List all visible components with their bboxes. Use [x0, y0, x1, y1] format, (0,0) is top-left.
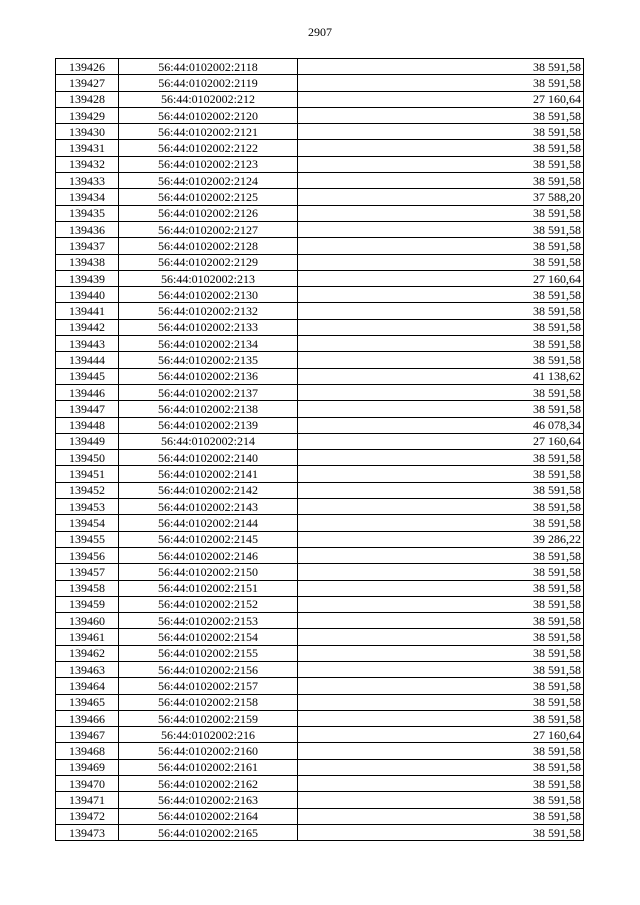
table-row	[56, 401, 584, 417]
row-number-cell: 139471	[56, 792, 119, 808]
table-row	[56, 59, 584, 75]
table-row	[56, 466, 584, 482]
row-number-cell: 139456	[56, 547, 119, 563]
table-row	[56, 824, 584, 840]
cadastral-number-cell: 56:44:0102002:2143	[119, 499, 298, 515]
value-cell: 37 588,20	[298, 189, 584, 205]
cadastral-number-cell: 56:44:0102002:2154	[119, 629, 298, 645]
value-cell: 38 591,58	[298, 124, 584, 140]
table-row	[56, 661, 584, 677]
cadastral-number-cell: 56:44:0102002:2159	[119, 710, 298, 726]
table-row	[56, 336, 584, 352]
value-cell: 38 591,58	[298, 59, 584, 75]
row-number-cell: 139466	[56, 710, 119, 726]
value-cell: 38 591,58	[298, 336, 584, 352]
row-number-cell: 139465	[56, 694, 119, 710]
cadastral-number-cell: 56:44:0102002:2139	[119, 417, 298, 433]
value-cell: 38 591,58	[298, 319, 584, 335]
value-cell: 38 591,58	[298, 743, 584, 759]
value-cell: 38 591,58	[298, 580, 584, 596]
cadastral-number-cell: 56:44:0102002:2125	[119, 189, 298, 205]
value-cell: 38 591,58	[298, 499, 584, 515]
row-number-cell: 139430	[56, 124, 119, 140]
cadastral-number-cell: 56:44:0102002:2142	[119, 482, 298, 498]
value-cell: 38 591,58	[298, 564, 584, 580]
table-row	[56, 727, 584, 743]
value-cell: 38 591,58	[298, 515, 584, 531]
table-row	[56, 417, 584, 433]
table-row	[56, 205, 584, 221]
cadastral-number-cell: 56:44:0102002:2127	[119, 221, 298, 237]
table-row	[56, 221, 584, 237]
value-cell: 38 591,58	[298, 221, 584, 237]
value-cell: 38 591,58	[298, 776, 584, 792]
table-row	[56, 75, 584, 91]
cadastral-number-cell: 56:44:0102002:2152	[119, 596, 298, 612]
row-number-cell: 139432	[56, 156, 119, 172]
table-row	[56, 531, 584, 547]
value-cell: 38 591,58	[298, 254, 584, 270]
cadastral-number-cell: 56:44:0102002:2130	[119, 287, 298, 303]
table-row	[56, 743, 584, 759]
row-number-cell: 139431	[56, 140, 119, 156]
value-cell: 38 591,58	[298, 808, 584, 824]
table-row	[56, 124, 584, 140]
cadastral-number-cell: 56:44:0102002:2165	[119, 824, 298, 840]
table-row	[56, 107, 584, 123]
row-number-cell: 139447	[56, 401, 119, 417]
cadastral-number-cell: 56:44:0102002:2156	[119, 661, 298, 677]
cadastral-number-cell: 56:44:0102002:214	[119, 433, 298, 449]
row-number-cell: 139436	[56, 221, 119, 237]
row-number-cell: 139459	[56, 596, 119, 612]
page-number: 2907	[308, 25, 332, 39]
cadastral-number-cell: 56:44:0102002:2124	[119, 173, 298, 189]
value-cell: 27 160,64	[298, 91, 584, 107]
row-number-cell: 139446	[56, 384, 119, 400]
row-number-cell: 139470	[56, 776, 119, 792]
row-number-cell: 139440	[56, 287, 119, 303]
row-number-cell: 139442	[56, 319, 119, 335]
row-number-cell: 139448	[56, 417, 119, 433]
cadastral-number-cell: 56:44:0102002:2121	[119, 124, 298, 140]
value-cell: 46 078,34	[298, 417, 584, 433]
row-number-cell: 139443	[56, 336, 119, 352]
value-cell: 27 160,64	[298, 727, 584, 743]
cadastral-number-cell: 56:44:0102002:2144	[119, 515, 298, 531]
table-row	[56, 710, 584, 726]
cadastral-number-cell: 56:44:0102002:2150	[119, 564, 298, 580]
table-row	[56, 482, 584, 498]
table-row	[56, 140, 584, 156]
row-number-cell: 139457	[56, 564, 119, 580]
table-row	[56, 515, 584, 531]
row-number-cell: 139473	[56, 824, 119, 840]
table-row	[56, 189, 584, 205]
cadastral-number-cell: 56:44:0102002:2129	[119, 254, 298, 270]
registry-table	[55, 58, 584, 841]
table-row	[56, 254, 584, 270]
cadastral-number-cell: 56:44:0102002:2140	[119, 450, 298, 466]
row-number-cell: 139427	[56, 75, 119, 91]
row-number-cell: 139438	[56, 254, 119, 270]
table-row	[56, 629, 584, 645]
row-number-cell: 139469	[56, 759, 119, 775]
cadastral-number-cell: 56:44:0102002:2155	[119, 645, 298, 661]
table-row	[56, 156, 584, 172]
value-cell: 38 591,58	[298, 303, 584, 319]
cadastral-number-cell: 56:44:0102002:2123	[119, 156, 298, 172]
row-number-cell: 139449	[56, 433, 119, 449]
table-row	[56, 319, 584, 335]
cadastral-number-cell: 56:44:0102002:2153	[119, 613, 298, 629]
cadastral-number-cell: 56:44:0102002:213	[119, 270, 298, 286]
row-number-cell: 139453	[56, 499, 119, 515]
row-number-cell: 139445	[56, 368, 119, 384]
table-row	[56, 776, 584, 792]
value-cell: 38 591,58	[298, 156, 584, 172]
table-row	[56, 499, 584, 515]
row-number-cell: 139462	[56, 645, 119, 661]
cadastral-number-cell: 56:44:0102002:2128	[119, 238, 298, 254]
value-cell: 39 286,22	[298, 531, 584, 547]
row-number-cell: 139452	[56, 482, 119, 498]
registry-table-body	[56, 59, 584, 841]
row-number-cell: 139434	[56, 189, 119, 205]
value-cell: 38 591,58	[298, 173, 584, 189]
row-number-cell: 139460	[56, 613, 119, 629]
table-row	[56, 792, 584, 808]
value-cell: 38 591,58	[298, 450, 584, 466]
table-row	[56, 450, 584, 466]
row-number-cell: 139450	[56, 450, 119, 466]
row-number-cell: 139426	[56, 59, 119, 75]
row-number-cell: 139433	[56, 173, 119, 189]
cadastral-number-cell: 56:44:0102002:2118	[119, 59, 298, 75]
cadastral-number-cell: 56:44:0102002:2157	[119, 678, 298, 694]
cadastral-number-cell: 56:44:0102002:2134	[119, 336, 298, 352]
row-number-cell: 139454	[56, 515, 119, 531]
value-cell: 38 591,58	[298, 75, 584, 91]
row-number-cell: 139467	[56, 727, 119, 743]
value-cell: 38 591,58	[298, 352, 584, 368]
table-row	[56, 173, 584, 189]
table-row	[56, 303, 584, 319]
row-number-cell: 139429	[56, 107, 119, 123]
value-cell: 38 591,58	[298, 287, 584, 303]
value-cell: 38 591,58	[298, 140, 584, 156]
cadastral-number-cell: 56:44:0102002:2122	[119, 140, 298, 156]
row-number-cell: 139435	[56, 205, 119, 221]
value-cell: 38 591,58	[298, 482, 584, 498]
value-cell: 27 160,64	[298, 433, 584, 449]
table-row	[56, 238, 584, 254]
table-row	[56, 270, 584, 286]
row-number-cell: 139439	[56, 270, 119, 286]
cadastral-number-cell: 56:44:0102002:2135	[119, 352, 298, 368]
table-row	[56, 91, 584, 107]
row-number-cell: 139461	[56, 629, 119, 645]
cadastral-number-cell: 56:44:0102002:2141	[119, 466, 298, 482]
row-number-cell: 139464	[56, 678, 119, 694]
value-cell: 38 591,58	[298, 661, 584, 677]
cadastral-number-cell: 56:44:0102002:2161	[119, 759, 298, 775]
value-cell: 38 591,58	[298, 629, 584, 645]
cadastral-number-cell: 56:44:0102002:2136	[119, 368, 298, 384]
cadastral-number-cell: 56:44:0102002:2120	[119, 107, 298, 123]
table-row	[56, 580, 584, 596]
value-cell: 38 591,58	[298, 645, 584, 661]
value-cell: 27 160,64	[298, 270, 584, 286]
value-cell: 38 591,58	[298, 613, 584, 629]
table-row	[56, 678, 584, 694]
row-number-cell: 139444	[56, 352, 119, 368]
table-row	[56, 613, 584, 629]
value-cell: 38 591,58	[298, 466, 584, 482]
table-row	[56, 352, 584, 368]
cadastral-number-cell: 56:44:0102002:2133	[119, 319, 298, 335]
row-number-cell: 139472	[56, 808, 119, 824]
table-row	[56, 368, 584, 384]
table-row	[56, 564, 584, 580]
table-row	[56, 384, 584, 400]
cadastral-number-cell: 56:44:0102002:2160	[119, 743, 298, 759]
value-cell: 38 591,58	[298, 824, 584, 840]
value-cell: 38 591,58	[298, 596, 584, 612]
cadastral-number-cell: 56:44:0102002:216	[119, 727, 298, 743]
row-number-cell: 139468	[56, 743, 119, 759]
table-row	[56, 287, 584, 303]
cadastral-number-cell: 56:44:0102002:2138	[119, 401, 298, 417]
cadastral-number-cell: 56:44:0102002:2162	[119, 776, 298, 792]
row-number-cell: 139428	[56, 91, 119, 107]
value-cell: 38 591,58	[298, 759, 584, 775]
value-cell: 38 591,58	[298, 384, 584, 400]
row-number-cell: 139437	[56, 238, 119, 254]
value-cell: 41 138,62	[298, 368, 584, 384]
value-cell: 38 591,58	[298, 547, 584, 563]
table-row	[56, 694, 584, 710]
cadastral-number-cell: 56:44:0102002:212	[119, 91, 298, 107]
row-number-cell: 139455	[56, 531, 119, 547]
cadastral-number-cell: 56:44:0102002:2163	[119, 792, 298, 808]
value-cell: 38 591,58	[298, 678, 584, 694]
cadastral-number-cell: 56:44:0102002:2145	[119, 531, 298, 547]
row-number-cell: 139441	[56, 303, 119, 319]
value-cell: 38 591,58	[298, 238, 584, 254]
table-row	[56, 596, 584, 612]
cadastral-number-cell: 56:44:0102002:2119	[119, 75, 298, 91]
value-cell: 38 591,58	[298, 205, 584, 221]
row-number-cell: 139451	[56, 466, 119, 482]
cadastral-number-cell: 56:44:0102002:2158	[119, 694, 298, 710]
cadastral-number-cell: 56:44:0102002:2137	[119, 384, 298, 400]
value-cell: 38 591,58	[298, 792, 584, 808]
cadastral-number-cell: 56:44:0102002:2126	[119, 205, 298, 221]
value-cell: 38 591,58	[298, 710, 584, 726]
cadastral-number-cell: 56:44:0102002:2164	[119, 808, 298, 824]
value-cell: 38 591,58	[298, 694, 584, 710]
value-cell: 38 591,58	[298, 401, 584, 417]
cadastral-number-cell: 56:44:0102002:2132	[119, 303, 298, 319]
table-row	[56, 645, 584, 661]
table-row	[56, 547, 584, 563]
table-row	[56, 759, 584, 775]
row-number-cell: 139458	[56, 580, 119, 596]
table-row	[56, 433, 584, 449]
value-cell: 38 591,58	[298, 107, 584, 123]
row-number-cell: 139463	[56, 661, 119, 677]
cadastral-number-cell: 56:44:0102002:2151	[119, 580, 298, 596]
cadastral-number-cell: 56:44:0102002:2146	[119, 547, 298, 563]
table-row	[56, 808, 584, 824]
